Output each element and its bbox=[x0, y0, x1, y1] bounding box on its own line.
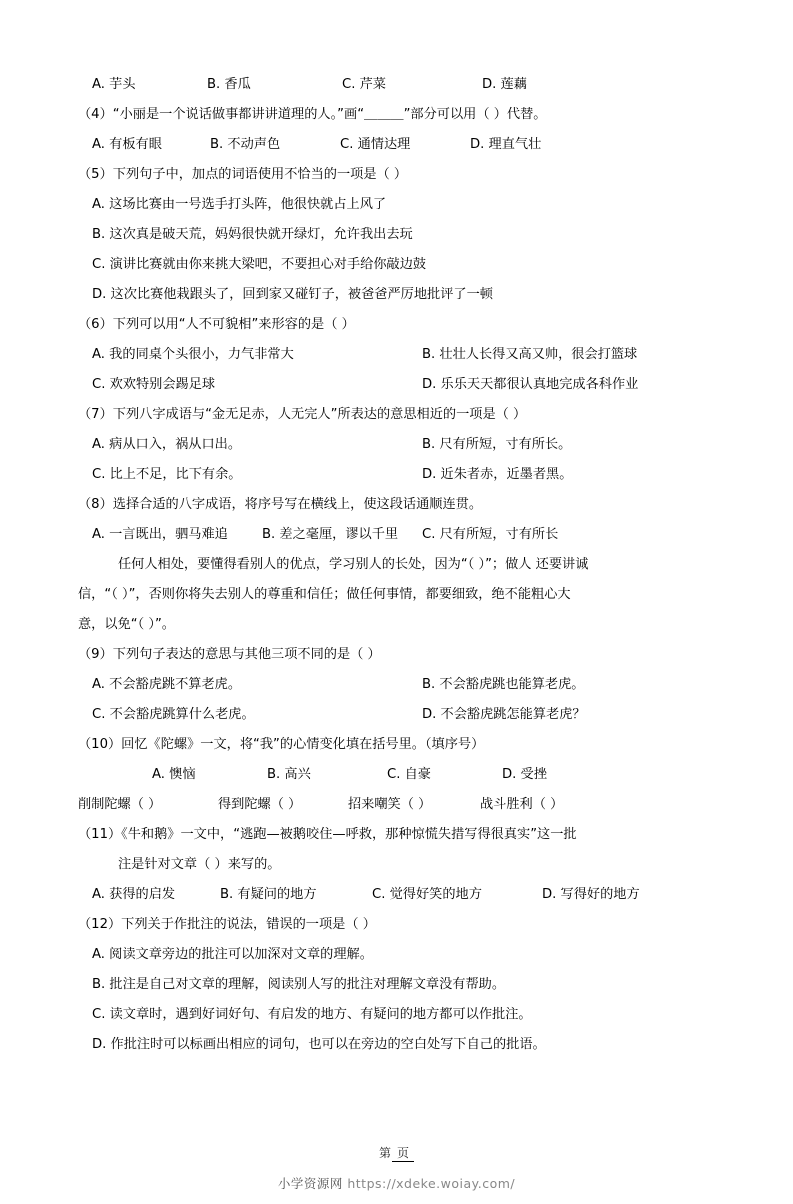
option-item: A. 病从口入，祸从口出。 bbox=[92, 437, 242, 452]
option-item: B. 差之毫厘，谬以千里 bbox=[262, 527, 399, 542]
doc-line bbox=[78, 310, 715, 340]
option-item: D. 理直气壮 bbox=[470, 137, 542, 152]
doc-line bbox=[78, 250, 715, 280]
line-text: （4）“小丽是一个说话做事都讲讲道理的人。”画“＿＿＿”部分可以用（ ）代替。 bbox=[78, 107, 547, 122]
line-text: A. 这场比赛由一号选手打头阵，他很快就占上风了 bbox=[92, 197, 387, 212]
doc-line bbox=[78, 640, 715, 670]
option-item: D. 乐乐天天都很认真地完成各科作业 bbox=[422, 377, 639, 392]
line-text: 意，以免“（ ）”。 bbox=[78, 617, 175, 632]
page-footer bbox=[0, 1144, 793, 1162]
option-item: C. 欢欢特别会踢足球 bbox=[92, 377, 216, 392]
option-item: A. 有板有眼 bbox=[92, 137, 162, 152]
doc-line bbox=[78, 490, 715, 520]
line-text: （10）回忆《陀螺》一文，将“我”的心情变化填在括号里。（填序号） bbox=[78, 737, 485, 752]
doc-line bbox=[78, 1030, 715, 1060]
option-item: C. 通情达理 bbox=[340, 137, 411, 152]
doc-line bbox=[78, 430, 715, 460]
doc-line bbox=[78, 820, 715, 850]
line-text: （8）选择合适的八字成语，将序号写在横线上，使这段话通顺连贯。 bbox=[78, 497, 483, 512]
doc-line bbox=[78, 910, 715, 940]
option-item: C. 比上不足，比下有余。 bbox=[92, 467, 242, 482]
doc-line bbox=[78, 940, 715, 970]
line-text: C. 演讲比赛就由你来挑大梁吧，不要担心对手给你敲边鼓 bbox=[92, 257, 427, 272]
line-text: C. 读文章时，遇到好词好句、有启发的地方、有疑问的地方都可以作批注。 bbox=[92, 1007, 532, 1022]
option-item: A. 我的同桌个头很小，力气非常大 bbox=[92, 347, 294, 362]
option-item: B. 有疑问的地方 bbox=[220, 887, 317, 902]
doc-line bbox=[78, 610, 715, 640]
doc-line bbox=[78, 520, 715, 550]
option-item: B. 香瓜 bbox=[207, 77, 251, 92]
doc-line bbox=[78, 850, 715, 880]
line-text: B. 批注是自己对文章的理解，阅读别人写的批注对理解文章没有帮助。 bbox=[92, 977, 506, 992]
doc-line bbox=[78, 700, 715, 730]
line-text: （11）《牛和鹅》一文中，“逃跑—被鹅咬住—呼救，那种惊慌失措写得很真实”这一批 bbox=[78, 827, 577, 842]
line-text: （6）下列可以用“人不可貌相”来形容的是（ ） bbox=[78, 317, 355, 332]
doc-line bbox=[78, 790, 715, 820]
option-item: 战斗胜利（ ） bbox=[480, 797, 564, 812]
line-text: D. 作批注时可以标画出相应的词句，也可以在旁边的空白处写下自己的批语。 bbox=[92, 1037, 546, 1052]
line-text: （9）下列句子表达的意思与其他三项不同的是（ ） bbox=[78, 647, 381, 662]
option-item: C. 芹菜 bbox=[342, 77, 386, 92]
option-item: A. 芋头 bbox=[92, 77, 136, 92]
line-text: A. 阅读文章旁边的批注可以加深对文章的理解。 bbox=[92, 947, 373, 962]
doc-line bbox=[78, 760, 715, 790]
doc-line bbox=[78, 220, 715, 250]
line-text: （12）下列关于作批注的说法，错误的一项是（ ） bbox=[78, 917, 376, 932]
option-item: D. 不会豁虎跳怎能算老虎？ bbox=[422, 707, 586, 722]
line-text: 任何人相处，要懂得看别人的优点，学习别人的长处，因为“（ ）”；做人 还要讲诚 bbox=[118, 557, 589, 572]
watermark bbox=[0, 1174, 793, 1192]
doc-line bbox=[78, 580, 715, 610]
doc-line bbox=[78, 340, 715, 370]
line-text: D. 这次比赛他栽跟头了，回到家又碰钉子，被爸爸严厉地批评了一顿 bbox=[92, 287, 493, 302]
line-text: （7）下列八字成语与“金无足赤，人无完人”所表达的意思相近的一项是（ ） bbox=[78, 407, 527, 422]
watermark-brand: 小学资源网 bbox=[277, 1176, 343, 1191]
footer-page-number: 页 bbox=[392, 1144, 414, 1162]
footer-prefix: 第 bbox=[378, 1146, 392, 1160]
option-item: A. 一言既出，驷马难追 bbox=[92, 527, 228, 542]
doc-line bbox=[78, 100, 715, 130]
option-item: 削制陀螺（ ） bbox=[78, 797, 162, 812]
doc-line bbox=[78, 880, 715, 910]
line-text: B. 这次真是破天荒，妈妈很快就开绿灯，允许我出去玩 bbox=[92, 227, 413, 242]
option-item: B. 壮壮人长得又高又帅，很会打篮球 bbox=[422, 347, 638, 362]
option-item: B. 不会豁虎跳也能算老虎。 bbox=[422, 677, 585, 692]
option-item: A. 懊恼 bbox=[152, 767, 196, 782]
doc-line bbox=[78, 70, 715, 100]
doc-line bbox=[78, 190, 715, 220]
option-item: C. 自豪 bbox=[387, 767, 431, 782]
option-item: A. 不会豁虎跳不算老虎。 bbox=[92, 677, 242, 692]
watermark-url: https://xdeke.woiay.com/ bbox=[347, 1176, 516, 1191]
option-item: 得到陀螺（ ） bbox=[218, 797, 302, 812]
doc-line bbox=[78, 670, 715, 700]
option-item: D. 受挫 bbox=[502, 767, 547, 782]
option-item: A. 获得的启发 bbox=[92, 887, 176, 902]
doc-line bbox=[78, 460, 715, 490]
doc-line bbox=[78, 400, 715, 430]
option-item: 招来嘲笑（ ） bbox=[348, 797, 432, 812]
line-text: （5）下列句子中，加点的词语使用不恰当的一项是（ ） bbox=[78, 167, 408, 182]
option-item: C. 觉得好笑的地方 bbox=[372, 887, 482, 902]
option-item: B. 高兴 bbox=[267, 767, 311, 782]
option-item: D. 莲藕 bbox=[482, 77, 527, 92]
line-text: 注是针对文章（ ）来写的。 bbox=[118, 857, 281, 872]
doc-line bbox=[78, 970, 715, 1000]
doc-line bbox=[78, 730, 715, 760]
doc-line bbox=[78, 280, 715, 310]
line-text: 信，“（ ）”，否则你将失去别人的尊重和信任；做任何事情，都要细致，绝不能粗心大 bbox=[78, 587, 571, 602]
option-item: C. 尺有所短，寸有所长 bbox=[422, 527, 559, 542]
doc-line bbox=[78, 130, 715, 160]
option-item: B. 尺有所短，寸有所长。 bbox=[422, 437, 572, 452]
option-item: D. 写得好的地方 bbox=[542, 887, 640, 902]
doc-line bbox=[78, 160, 715, 190]
doc-line bbox=[78, 1000, 715, 1030]
exam-content bbox=[78, 70, 715, 1060]
option-item: D. 近朱者赤，近墨者黑。 bbox=[422, 467, 573, 482]
option-item: C. 不会豁虎跳算什么老虎。 bbox=[92, 707, 255, 722]
doc-line bbox=[78, 370, 715, 400]
option-item: B. 不动声色 bbox=[210, 137, 281, 152]
doc-line bbox=[78, 550, 715, 580]
